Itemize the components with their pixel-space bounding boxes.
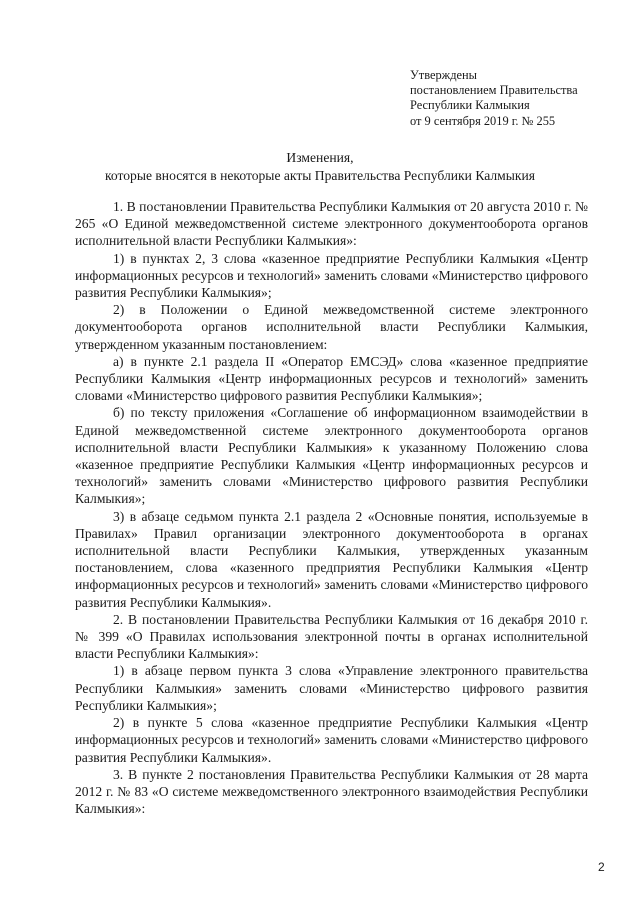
approval-line-3: Республики Калмыкия — [410, 98, 530, 113]
approval-block — [410, 68, 578, 129]
paragraph-subitem-1-2-b: б) по тексту приложения «Соглашение об информационном взаимодействии в Единой межведомственной системе электронного документооборота органов исполнительной власти Республики Калмыкия» к указанному Положению слова «казенное предприятие Республики Калмыкия «Центр информационных ресурсов и технологий» заменить словами «Министерство цифрового развития Республики Калмыкия»; — [75, 405, 588, 507]
page-number: 2 — [598, 860, 605, 874]
approval-line-4: от 9 сентября 2019 г. № 255 — [410, 113, 556, 128]
approval-line-1: Утверждены — [410, 68, 477, 82]
document-title — [60, 149, 580, 184]
paragraph-item-1: 1. В постановлении Правительства Республики Калмыкия от 20 августа 2010 г. № 265 «О Единой межведомственной системе электронного документооборота органов исполнительной власти Республики Калмыкия»: — [75, 199, 588, 249]
title-line-1: Изменения, — [286, 150, 354, 165]
paragraph-item-3: 3. В пункте 2 постановления Правительства Республики Калмыкия от 28 марта 2012 г. № 83 «О системе межведомственного электронного взаимодействия Республики Калмыкия»: — [75, 766, 588, 817]
paragraph-subitem-2-1: 1) в абзаце первом пункта 3 слова «Управление электронного правительства Республики Калмыкия» заменить словами «Министерство цифрового развития Республики Калмыкия»; — [75, 663, 588, 713]
paragraph-subitem-1-1: 1) в пунктах 2, 3 слова «казенное предприятие Республики Калмыкия «Центр информационных ресурсов и технологий» заменить словами «Министерство цифрового развития Республики Калмыкия»; — [75, 250, 588, 301]
paragraph-subitem-2-2: 2) в пункте 5 слова «казенное предприятие Республики Калмыкия «Центр информационных ресурсов и технологий» заменить словами «Министерство цифрового развития Республики Калмыкия». — [75, 715, 588, 765]
paragraph-subitem-1-2: 2) в Положении о Единой межведомственной системе электронного документооборота органов исполнительной власти Республики Калмыкия, утвержденном указанным постановлением: — [75, 302, 588, 352]
title-line-2: которые вносятся в некоторые акты Правительства Республики Калмыкия — [104, 167, 536, 183]
approval-line-2: постановлением Правительства — [410, 83, 578, 98]
paragraph-subitem-1-2-a: а) в пункте 2.1 раздела II «Оператор ЕМСЭД» слова «казенное предприятие Республики Калмыкия «Центр информационных ресурсов и технологий» заменить словами «Министерство цифрового развития Республики Калмыкия»; — [75, 353, 588, 404]
paragraph-item-2: 2. В постановлении Правительства Республики Калмыкия от 16 декабря 2010 г. № 399 «О Правилах использования электронной почты в органах исполнительной власти Республики Калмыкия»: — [75, 611, 588, 662]
document-body — [75, 198, 588, 817]
paragraph-subitem-1-3: 3) в абзаце седьмом пункта 2.1 раздела 2 «Основные понятия, используемые в Правилах» Правил организации электронного документооборота в органах исполнительной власти Республики Калмыкия, утвержденных указанным постановлением, слова «казенного предприятия Республики Калмыкия «Центр информационных ресурсов и технологий» заменить словами «Министерство цифрового развития Республики Калмыкия». — [75, 508, 588, 610]
